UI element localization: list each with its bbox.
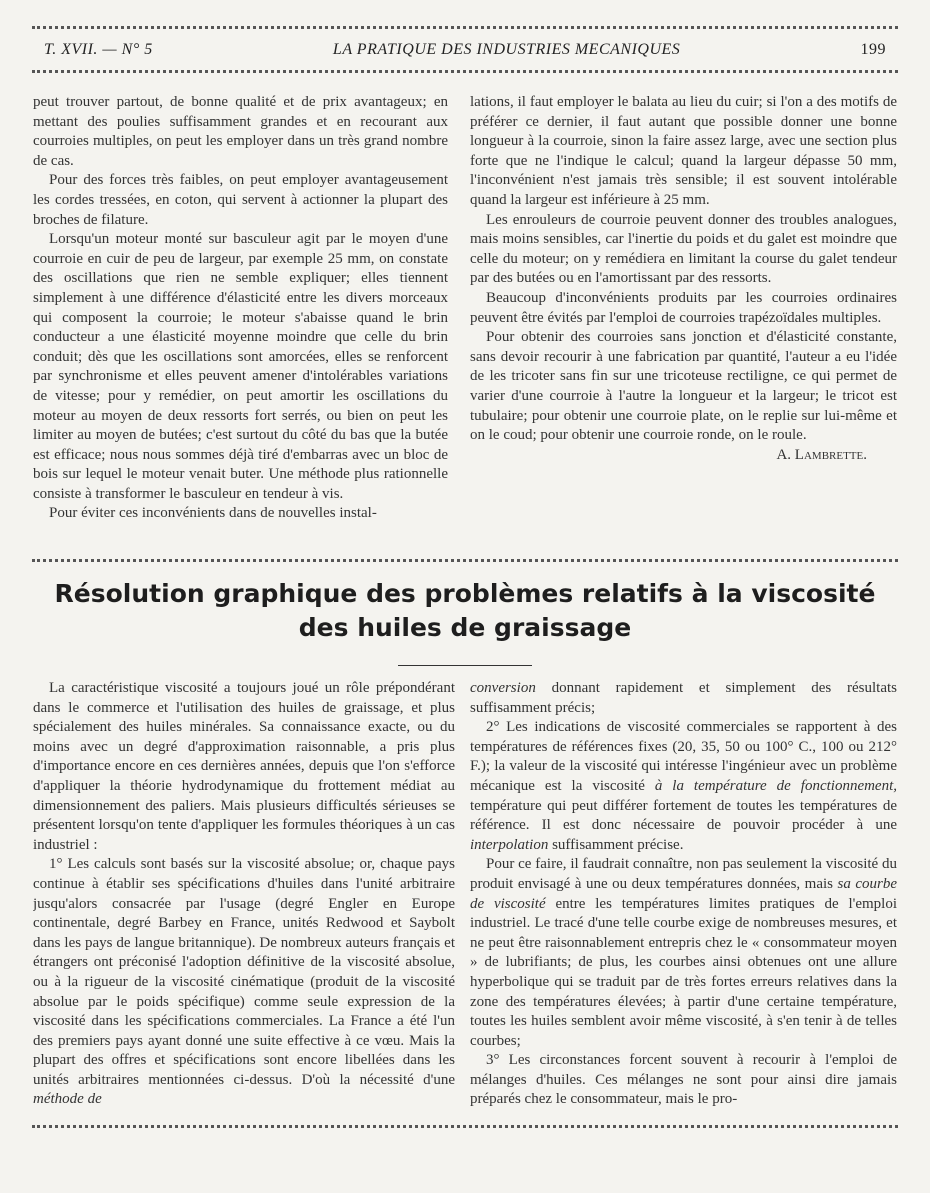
paragraph (470, 679, 897, 718)
paragraph (33, 855, 455, 1109)
paragraph (470, 855, 897, 1051)
paragraph-text: 2° Les indications de viscosité commerciales se rapportent à des températures de références fixes (20, 35, 50 ou 100° C., 100 ou 212° F.); la valeur de la viscosité qui intéresse l'ingénieur avec un problème mécanique est la viscosité (470, 719, 897, 794)
page-number: 199 (860, 41, 886, 58)
paragraph: lations, il faut employer le balata au lieu du cuir; si l'on a des motifs de préférer ce dernier, il faut autant que possible donner une bonne longueur à la courroie, sinon la faire assez large, avec une section plus forte que ne l'indique le calcul; quand la largeur dépasse 50 mm, l'inconvénient n'est jamais très sensible; il est souvent intolérable quand la largeur est inférieure à 25 mm. (470, 94, 897, 208)
header-dotted-rule (32, 70, 898, 73)
paragraph-text: Pour ce faire, il faudrait connaître, non pas seulement la viscosité du produit envisagé à une ou deux températures données, mais (470, 856, 897, 892)
paragraph: Pour obtenir des courroies sans jonction et d'élasticité constante, sans devoir recourir à une fabrication par quantité, l'auteur a eu l'idée de les tricoter sans fin sur une tricoteuse rectiligne, ce qui permet de varier d'une courroie à l'autre la longueur et la largeur; le tricot est tubulaire; pour obtenir une courroie plate, on le replie sur lui-même et on le coud; pour obtenir une courroie ronde, on le roule. (470, 329, 897, 444)
italic-phrase: méthode de (33, 1091, 102, 1108)
paragraph: La caractéristique viscosité a toujours joué un rôle prépondérant dans le commerce et l'utilisation des huiles de graissage, et plus spécialement des huiles minérales. Sa connaissance exacte, ou du moins avec un degré d'approximation raisonnable, a pris plus d'importance encore en ces dernières années, depuis que l'on s'efforce d'appliquer la théorie hydrodynamique du frottement médiat au dimensionnement des paliers. Mais plusieurs difficultés sérieuses se présentent lorsqu'on tente d'appliquer les formules théoriques à un cas industriel : (33, 680, 455, 853)
italic-phrase: à la température de fonctionnement, (654, 777, 897, 794)
article-right-column (470, 679, 897, 1109)
paragraph: Pour des forces très faibles, on peut employer avantageusement les cordes tressées, en coton, qui servent à actionner la plupart des broches de filature. (33, 172, 448, 228)
italic-phrase: interpolation (470, 836, 549, 853)
article-title (40, 577, 890, 645)
paragraph: 3° Les circonstances forcent souvent à recourir à l'emploi de mélanges d'huiles. Ces mélanges ne sont pour ainsi dire jamais préparés chez le consommateur, mais le pro- (470, 1052, 897, 1108)
article-left-column (33, 679, 455, 1109)
bottom-dotted-rule (32, 1125, 898, 1128)
italic-phrase: conversion (470, 680, 536, 696)
article-title-line-1: Résolution graphique des problèmes relatifs à la viscosité (54, 579, 876, 608)
previous-article-left-column (33, 93, 448, 548)
paragraph-text: donnant rapidement et simplement des résultats suffisamment précis; (470, 680, 897, 716)
section-dotted-rule (32, 559, 898, 562)
title-underline (398, 665, 532, 666)
running-header (44, 38, 886, 62)
paragraph: Pour éviter ces inconvénients dans de nouvelles instal- (49, 505, 377, 522)
paragraph-text: température qui peut différer fortement de toutes les températures de référence. Il est donc nécessaire de pouvoir procéder à une (470, 797, 897, 834)
paragraph (470, 718, 897, 855)
paragraph: Lorsqu'un moteur monté sur basculeur agit par le moyen d'une courroie en cuir de peu de largeur, par exemple 25 mm, on constate des oscillations que rien ne semble expliquer; elles tiennent simplement à une différence d'élasticité entre les divers morceaux qui composent la courroie; le moteur s'abaisse quand le brin conducteur a une élasticité moyenne moindre que celle du brin conduit; dès que les oscillations sont amorcées, elles se renforcent par synchronisme et elles peuvent amener d'intolérables variations de vitesse; pour y remédier, on peut amortir les oscillations du moteur au moyen de deux ressorts fort serrés, ou bien on peut les limiter au moyen de butées; c'est surtout du côté du bas que la butée est efficace; nous nous sommes déjà tiré d'embarras avec un bloc de bois sur lequel le moteur venait buter. Une méthode plus rationnelle consiste à transformer le basculeur en tendeur à vis. (33, 231, 448, 502)
paragraph: peut trouver partout, de bonne qualité et de prix avantageux; en mettant des poulies suffisamment grandes et en recourant aux courroies multiples, on peut les employer dans un très grand nombre de cas. (33, 94, 448, 169)
article-title-line-2: des huiles de graissage (298, 613, 632, 642)
italic-phrase: sa courbe de viscosité (470, 875, 897, 912)
paragraph: Beaucoup d'inconvénients produits par les courroies ordinaires peuvent être évités par l'emploi de courroies trapézoïdales multiples. (470, 289, 897, 326)
journal-title: LA PRATIQUE DES INDUSTRIES MECANIQUES (332, 41, 681, 58)
previous-article-right-column (470, 93, 897, 533)
paragraph-text: 1° Les calculs sont basés sur la viscosité absolue; or, chaque pays continue à établir ses spécifications d'huiles dans l'unité arbitraire jusqu'alors consacrée par l'usage (degré Engler en Europe continentale, degré Barbey en France, unités Redwood et Saybolt dans les pays de langue britannique). De nombreux auteurs français et étrangers ont préconisé l'adoption définitive de la viscosité absolue, ou à la rigueur de la viscosité cinématique (produit de la viscosité absolue par le poids spécifique) comme seule expression de la viscosité dans les spécifications commerciales. La France a été l'un des premiers pays ayant donné une suite effective à ce vœu. Mais la plupart des offres et spécifications sont encore libellées dans les unités arbitraires mentionnées ci-dessus. D'où la nécessité d'une (33, 856, 455, 1088)
paragraph-text: entre les températures limites pratiques de l'emploi industriel. Le tracé d'une telle courbe exige de nombreuses mesures, et ne peut être raisonnablement entrepris chez le « consommateur moyen » de lubrifiants; de plus, les courbes ainsi obtenues ont une allure hyperbolique qui se traduit par de très fortes erreurs relatives dans la zone des températures élevées; à partir d'une certaine température, toutes les huiles semblent avoir même viscosité, à s'en tenir à de telles courbes; (470, 895, 897, 1049)
volume-number: T. XVII. — N° 5 (44, 41, 153, 58)
top-dotted-rule (32, 26, 898, 29)
paragraph: Les enrouleurs de courroie peuvent donner des troubles analogues, mais moins sensibles, car l'inertie du poids et du galet est moindre que celle du moteur; on y remédiera en limitant la course du galet tendeur par des butées ou en l'amortissant par des ressorts. (470, 211, 897, 287)
author-signature: A. Lambrette. (776, 446, 867, 463)
paragraph-text: suffisamment précise. (548, 836, 684, 853)
